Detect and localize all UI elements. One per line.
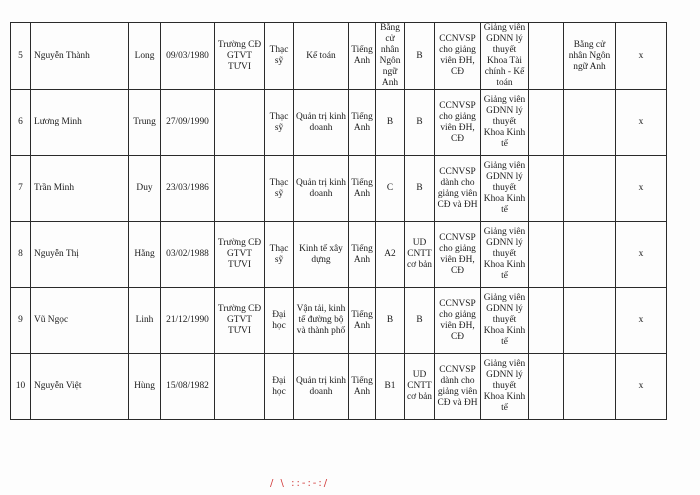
red-stamp-mark: / \ ::-:-:/ <box>270 478 330 489</box>
table-row <box>11 288 667 354</box>
cell-ghi-chu-1 <box>529 354 564 420</box>
cell-noi-tot-nghiep: Trường CĐ GTVT TƯVI <box>215 288 265 354</box>
cell-ghi-chu-2 <box>564 222 616 288</box>
cell-chuyen-nganh: Kinh tế xây dựng <box>294 222 349 288</box>
cell-ho-dem: Nguyễn Việt <box>31 354 129 420</box>
cell-ten: Linh <box>129 288 161 354</box>
cell-danh-dau: x <box>616 222 667 288</box>
cell-ngay-sinh: 21/12/1990 <box>161 288 215 354</box>
cell-vi-tri-viec-lam: Giảng viên GDNN lý thuyết Khoa Kinh tế <box>481 222 529 288</box>
cell-ngay-sinh: 15/08/1982 <box>161 354 215 420</box>
cell-ten: Duy <box>129 156 161 222</box>
cell-ho-dem: Vũ Ngọc <box>31 288 129 354</box>
cell-stt: 7 <box>11 156 31 222</box>
cell-trinh-do: Thạc sỹ <box>265 156 294 222</box>
cell-trinh-do-ngoai-ngu: Bằng cử nhân Ngôn ngữ Anh <box>376 23 405 90</box>
cell-chuyen-nganh: Kế toán <box>294 23 349 90</box>
table-row <box>11 156 667 222</box>
cell-stt: 10 <box>11 354 31 420</box>
cell-noi-tot-nghiep: Trường CĐ GTVT TƯVI <box>215 222 265 288</box>
cell-ho-dem: Nguyễn Thị <box>31 222 129 288</box>
cell-tin-hoc: B <box>405 156 435 222</box>
cell-tin-hoc: B <box>405 23 435 90</box>
cell-ghi-chu-1 <box>529 288 564 354</box>
cell-trinh-do-ngoai-ngu: B <box>376 90 405 156</box>
cell-chuyen-nganh: Quản trị kinh doanh <box>294 90 349 156</box>
cell-tin-hoc: B <box>405 90 435 156</box>
cell-ngoai-ngu: Tiếng Anh <box>349 222 376 288</box>
cell-ngoai-ngu: Tiếng Anh <box>349 354 376 420</box>
cell-ghi-chu-2 <box>564 288 616 354</box>
cell-noi-tot-nghiep <box>215 354 265 420</box>
cell-ghi-chu-1 <box>529 90 564 156</box>
cell-danh-dau: x <box>616 23 667 90</box>
cell-nghiep-vu-su-pham: CCNVSP cho giảng viên ĐH, CĐ <box>435 90 481 156</box>
cell-ngoai-ngu: Tiếng Anh <box>349 288 376 354</box>
cell-vi-tri-viec-lam: Giảng viên GDNN lý thuyết Khoa Tài chính - Kế toán <box>481 23 529 90</box>
cell-ghi-chu-2 <box>564 156 616 222</box>
cell-ghi-chu-1 <box>529 222 564 288</box>
cell-nghiep-vu-su-pham: CCNVSP cho giảng viên ĐH, CĐ <box>435 222 481 288</box>
cell-chuyen-nganh: Quản trị kinh doanh <box>294 156 349 222</box>
cell-trinh-do: Đại học <box>265 288 294 354</box>
cell-nghiep-vu-su-pham: CCNVSP cho giảng viên ĐH, CĐ <box>435 23 481 90</box>
cell-ghi-chu-1 <box>529 23 564 90</box>
table-row <box>11 90 667 156</box>
cell-ghi-chu-2: Bằng cử nhân Ngôn ngữ Anh <box>564 23 616 90</box>
cell-trinh-do: Thạc sỹ <box>265 23 294 90</box>
cell-trinh-do: Thạc sỹ <box>265 222 294 288</box>
cell-noi-tot-nghiep <box>215 156 265 222</box>
cell-ngoai-ngu: Tiếng Anh <box>349 23 376 90</box>
cell-vi-tri-viec-lam: Giảng viên GDNN lý thuyết Khoa Kinh tế <box>481 156 529 222</box>
cell-trinh-do-ngoai-ngu: A2 <box>376 222 405 288</box>
cell-trinh-do-ngoai-ngu: B <box>376 288 405 354</box>
cell-danh-dau: x <box>616 90 667 156</box>
cell-ngay-sinh: 09/03/1980 <box>161 23 215 90</box>
cell-tin-hoc: B <box>405 288 435 354</box>
cell-danh-dau: x <box>616 354 667 420</box>
table-body <box>11 23 667 420</box>
cell-ghi-chu-2 <box>564 354 616 420</box>
cell-chuyen-nganh: Vận tải, kinh tế đường bộ và thành phố <box>294 288 349 354</box>
cell-ho-dem: Nguyễn Thành <box>31 23 129 90</box>
cell-ghi-chu-1 <box>529 156 564 222</box>
cell-trinh-do: Thạc sỹ <box>265 90 294 156</box>
cell-danh-dau: x <box>616 288 667 354</box>
cell-tin-hoc: UD CNTT cơ bản <box>405 354 435 420</box>
cell-stt: 8 <box>11 222 31 288</box>
cell-ten: Trung <box>129 90 161 156</box>
cell-vi-tri-viec-lam: Giảng viên GDNN lý thuyết Khoa Kinh tế <box>481 288 529 354</box>
cell-ten: Long <box>129 23 161 90</box>
cell-vi-tri-viec-lam: Giảng viên GDNN lý thuyết Khoa Kinh tế <box>481 354 529 420</box>
cell-noi-tot-nghiep: Trường CĐ GTVT TƯVI <box>215 23 265 90</box>
cell-ngoai-ngu: Tiếng Anh <box>349 156 376 222</box>
table-row <box>11 23 667 90</box>
cell-vi-tri-viec-lam: Giảng viên GDNN lý thuyết Khoa Kinh tế <box>481 90 529 156</box>
cell-nghiep-vu-su-pham: CCNVSP dành cho giảng viên CĐ và ĐH <box>435 354 481 420</box>
cell-tin-hoc: UD CNTT cơ bản <box>405 222 435 288</box>
cell-nghiep-vu-su-pham: CCNVSP cho giảng viên ĐH, CĐ <box>435 288 481 354</box>
cell-trinh-do-ngoai-ngu: C <box>376 156 405 222</box>
cell-ho-dem: Trần Minh <box>31 156 129 222</box>
table-row <box>11 222 667 288</box>
cell-noi-tot-nghiep <box>215 90 265 156</box>
cell-nghiep-vu-su-pham: CCNVSP dành cho giảng viên CĐ và ĐH <box>435 156 481 222</box>
cell-trinh-do-ngoai-ngu: B1 <box>376 354 405 420</box>
cell-stt: 9 <box>11 288 31 354</box>
cell-ho-dem: Lương Minh <box>31 90 129 156</box>
cell-trinh-do: Đại học <box>265 354 294 420</box>
cell-danh-dau: x <box>616 156 667 222</box>
staff-table <box>10 22 667 420</box>
table-row <box>11 354 667 420</box>
cell-chuyen-nganh: Quản trị kinh doanh <box>294 354 349 420</box>
cell-ten: Hùng <box>129 354 161 420</box>
cell-ngay-sinh: 23/03/1986 <box>161 156 215 222</box>
cell-ngay-sinh: 03/02/1988 <box>161 222 215 288</box>
cell-ghi-chu-2 <box>564 90 616 156</box>
cell-stt: 6 <box>11 90 31 156</box>
cell-ngoai-ngu: Tiếng Anh <box>349 90 376 156</box>
cell-stt: 5 <box>11 23 31 90</box>
cell-ngay-sinh: 27/09/1990 <box>161 90 215 156</box>
cell-ten: Hằng <box>129 222 161 288</box>
